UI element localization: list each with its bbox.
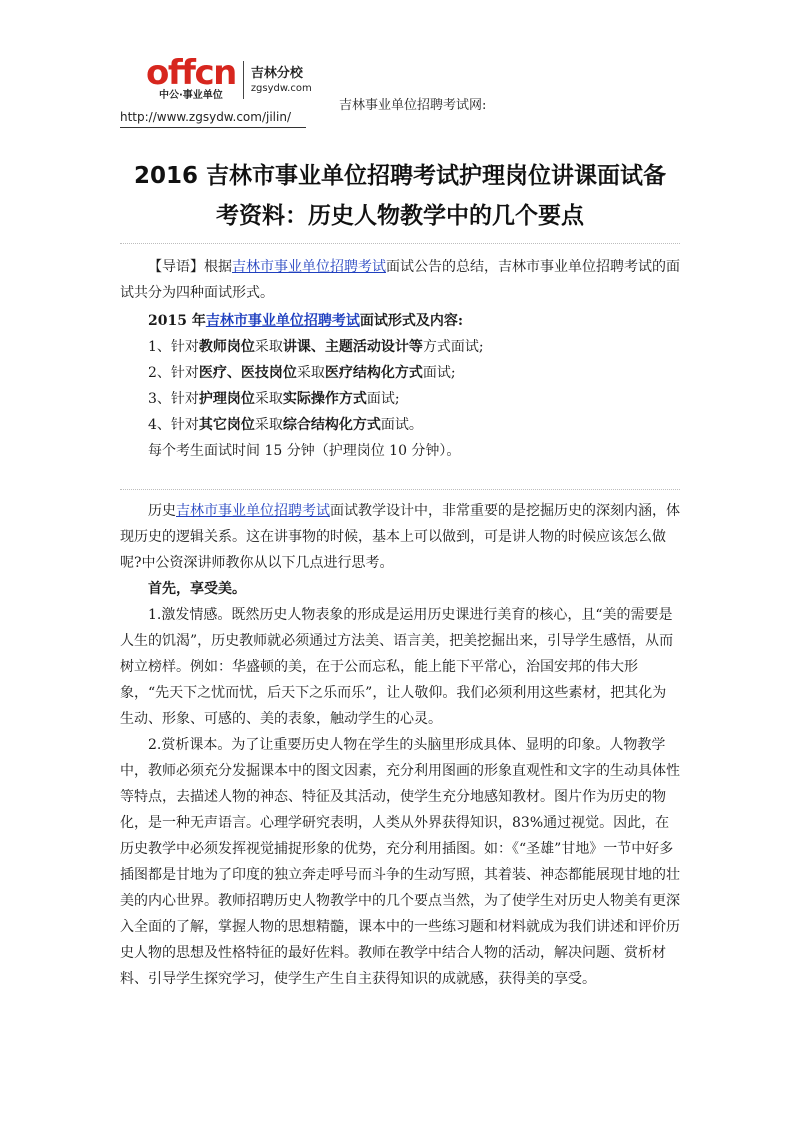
para1-exam-link[interactable]: 吉林市事业单位招聘考试 xyxy=(176,503,330,519)
title-line-2: 考资料：历史人物教学中的几个要点 xyxy=(216,203,584,229)
logo-subtitle: 中公·事业单位 xyxy=(159,90,223,101)
form-item-verb: 采取 xyxy=(296,365,325,381)
point-2-paragraph: 2.赏析课本。为了让重要历史人物在学生的头脑里形成具体、显明的印象。人物教学中，教师必须充分发掘课本中的图文因素，充分利用图画的形象直观性和文字的生动具体性等特点，去描述人物的神态、特征及其活动，使学生充分地感知教材。图片作为历史的物化，是一种无声语言。心理学研究表明，人类从外界获得知识，83%通过视觉。因此，在历史教学中必须发挥视觉捕捉形象的优势，充分利用插图。如：《“圣雄”甘地》一节中好多插图都是甘地为了印度的独立奔走呼号而斗争的生动写照，其着装、神态都能展现甘地的壮美的内心世界。教师招聘历史人物教学中的几个要点当然，为了使学生对历史人物美有更深入全面的了解，掌握人物的思想精髓，课本中的一些练习题和材料就成为我们讲述和评价历史人物的思想及性格特征的最好佐料。教师在教学中结合人物的活动，解决问题、赏析材料、引导学生探究学习，使学生产生自主获得知识的成就感，获得美的享受。 xyxy=(120,737,680,987)
form-item xyxy=(120,360,680,386)
article-block xyxy=(120,498,680,992)
form-item-post: 护理岗位 xyxy=(198,391,255,407)
intro-prefix: 【导语】根据 xyxy=(148,259,232,275)
form-item-number: 3、针对 xyxy=(148,391,199,407)
forms-heading-link[interactable]: 吉林市事业单位招聘考试 xyxy=(205,313,360,329)
form-item-end: 面试; xyxy=(422,365,456,381)
form-item xyxy=(120,412,680,438)
form-item-number: 4、针对 xyxy=(148,417,199,433)
logo-domain: zgsydw.com xyxy=(250,82,312,94)
form-item-end: 方式面试; xyxy=(422,339,484,355)
logo-wordmark: offcn xyxy=(146,53,236,93)
form-item-end: 面试; xyxy=(366,391,400,407)
form-item-post: 医疗、医技岗位 xyxy=(198,365,297,381)
form-item-method: 讲课、主题活动设计等 xyxy=(282,339,423,355)
form-item-post: 其它岗位 xyxy=(198,417,255,433)
logo-branch-block xyxy=(251,66,312,95)
header-rule xyxy=(120,127,306,128)
header-site-label: 吉林事业单位招聘考试网: xyxy=(339,98,487,113)
para1-prefix: 历史 xyxy=(148,503,176,519)
forms-heading-suffix: 面试形式及内容: xyxy=(359,313,464,329)
intro-suffix: 面试公告的总结，吉林市事业单位招聘考试的面试共分为四种面试形式。 xyxy=(120,259,680,301)
header-url-link[interactable]: http://www.zgsydw.com/jilin/ xyxy=(120,110,291,124)
form-item-method: 综合结构化方式 xyxy=(282,417,381,433)
section-heading-text: 首先，享受美。 xyxy=(148,581,246,597)
intro-paragraph xyxy=(120,254,680,306)
logo-mark xyxy=(146,53,236,102)
time-note: 每个考生面试时间 15 分钟（护理岗位 10 分钟）。 xyxy=(148,443,461,459)
forms-block xyxy=(120,308,680,464)
section-heading xyxy=(120,576,680,602)
point-1-paragraph: 1.激发情感。既然历史人物表象的形成是运用历史课进行美育的核心，且“美的需要是人生的饥渴”，历史教师就必须通过方法美、语言美，把美挖掘出来，引导学生感悟，从而树立榜样。例如：华盛顿的美，在于公而忘私，能上能下平常心，治国安邦的伟大形象，“先天下之忧而忧，后天下之乐而乐”，让人敬仰。我们必须利用这些素材，把其化为生动、形象、可感的、美的表象，触动学生的心灵。 xyxy=(120,607,674,727)
form-item-method: 医疗结构化方式 xyxy=(324,365,423,381)
dotted-separator xyxy=(120,243,680,244)
para1-suffix: 面试教学设计中，非常重要的是挖掘历史的深刻内涵，体现历史的逻辑关系。这在讲事物的时候，基本上可以做到，可是讲人物的时候应该怎么做呢?中公资深讲师教你从以下几点进行思考。 xyxy=(120,503,680,571)
article-paragraph xyxy=(120,498,680,576)
form-item-post: 教师岗位 xyxy=(198,339,255,355)
form-item-end: 面试。 xyxy=(380,417,423,433)
logo-branch: 吉林分校 xyxy=(250,65,303,81)
form-item-verb: 采取 xyxy=(254,339,283,355)
logo-divider xyxy=(243,61,244,99)
form-item-verb: 采取 xyxy=(254,417,283,433)
form-item-method: 实际操作方式 xyxy=(282,391,367,407)
intro-block xyxy=(120,254,680,306)
dotted-separator xyxy=(120,489,680,490)
forms-heading-prefix: 2015 年 xyxy=(148,313,206,329)
form-item xyxy=(120,334,680,360)
form-item-verb: 采取 xyxy=(254,391,283,407)
intro-exam-link[interactable]: 吉林市事业单位招聘考试 xyxy=(232,259,386,275)
title-line-1: 2016 吉林市事业单位招聘考试护理岗位讲课面试备 xyxy=(133,163,667,189)
page-title xyxy=(110,156,690,236)
form-item-number: 2、针对 xyxy=(148,365,199,381)
forms-heading xyxy=(120,308,680,334)
offcn-logo[interactable] xyxy=(146,53,312,102)
form-item xyxy=(120,386,680,412)
form-item-number: 1、针对 xyxy=(148,339,199,355)
